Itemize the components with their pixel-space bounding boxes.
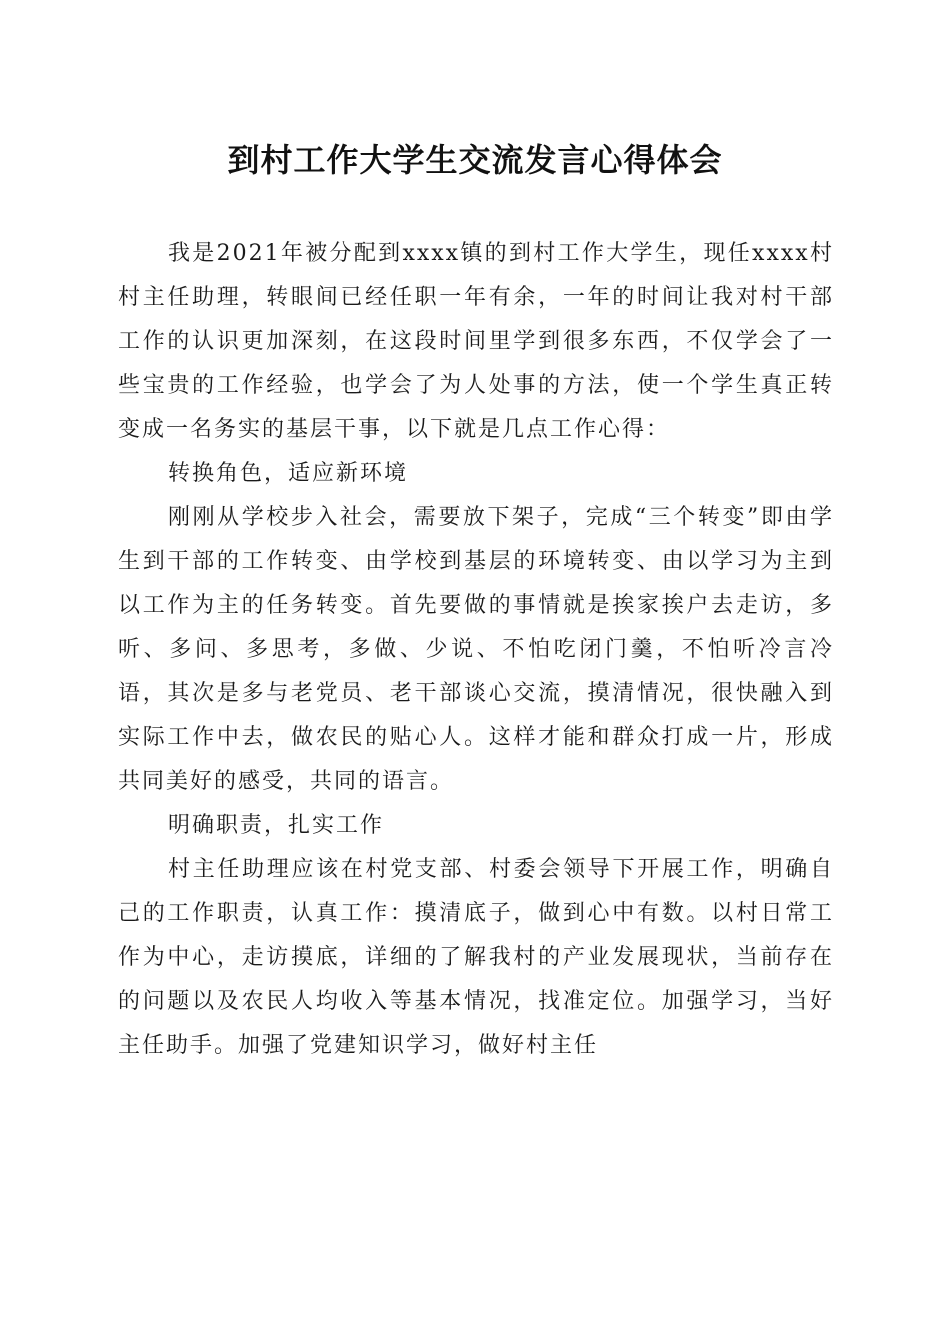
document-title: 到村工作大学生交流发言心得体会 <box>227 141 723 179</box>
document-body <box>118 232 834 1068</box>
section-heading-duties: 明确职责，扎实工作 <box>168 813 385 838</box>
paragraph-role-change: 刚刚从学校步入社会，需要放下架子，完成“三个转变”即由学生到干部的工作转变、由学校到基层的环境转变、由以学习为主到以工作为主的任务转变。首先要做的事情就是挨家挨户去走访，多听、多问、多思考，多做、少说、不怕吃闭门羹，不怕听冷言冷语，其次是多与老党员、老干部谈心交流，摸清情况，很快融入到实际工作中去，做农民的贴心人。这样才能和群众打成一片，形成共同美好的感受，共同的语言。 <box>118 505 834 794</box>
paragraph-duties: 村主任助理应该在村党支部、村委会领导下开展工作，明确自己的工作职责，认真工作：摸清底子，做到心中有数。以村日常工作为中心，走访摸底，详细的了解我村的产业发展现状，当前存在的问题以及农民人均收入等基本情况，找准定位。加强学习，当好主任助手。加强了党建知识学习，做好村主任 <box>118 857 834 1058</box>
paragraph-intro: 我是2021年被分配到xxxx镇的到村工作大学生，现任xxxx村村主任助理，转眼间已经任职一年有余，一年的时间让我对村干部工作的认识更加深刻，在这段时间里学到很多东西，不仅学会了一些宝贵的工作经验，也学会了为人处事的方法，使一个学生真正转变成一名务实的基层干事，以下就是几点工作心得： <box>118 241 834 442</box>
section-heading-role-change: 转换角色，适应新环境 <box>168 461 409 486</box>
